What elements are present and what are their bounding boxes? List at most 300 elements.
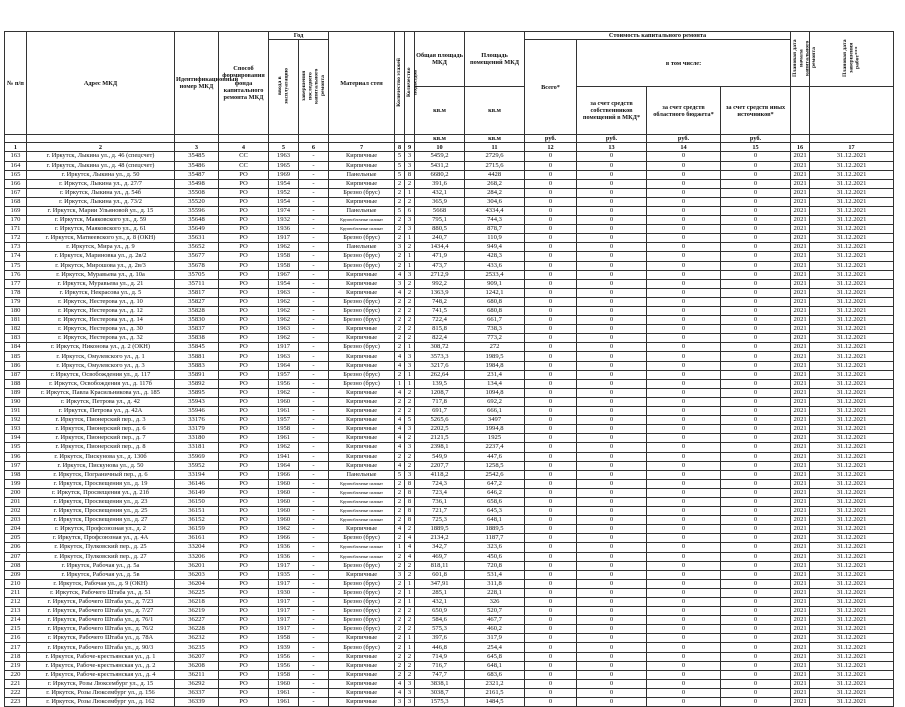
cell-address: г. Иркутск, Нестерова ул., д. 10 — [27, 297, 175, 306]
cell-entrances: 2 — [405, 388, 415, 397]
cell-floors: 5 — [395, 161, 405, 170]
cell-cost-region: 0 — [647, 425, 721, 434]
cell-row-number: 213 — [5, 607, 27, 616]
cell-area-total: 716,7 — [415, 661, 465, 670]
cell-year-last-repair: - — [299, 334, 329, 343]
cell-cost-total: 0 — [525, 479, 577, 488]
cell-plan-start: 2021 — [791, 161, 810, 170]
cell-year-commissioned: 1962 — [269, 388, 299, 397]
cell-year-commissioned: 1917 — [269, 598, 299, 607]
cell-entrances: 3 — [405, 470, 415, 479]
cell-area-premises: 4428 — [465, 170, 525, 179]
cell-fund-method: РО — [219, 698, 269, 707]
cell-address: г. Иркутск, Рабочего Штаба ул., д. 78А — [27, 634, 175, 643]
cell-row-number: 172 — [5, 234, 27, 243]
cell-plan-start: 2021 — [791, 561, 810, 570]
cell-floors: 2 — [395, 516, 405, 525]
cell-row-number: 221 — [5, 679, 27, 688]
table-row — [5, 234, 894, 243]
cell-row-number: 175 — [5, 261, 27, 270]
cell-area-premises: 1187,7 — [465, 534, 525, 543]
cell-cost-total: 0 — [525, 234, 577, 243]
header-unit-m2-total: кв.м — [415, 87, 465, 135]
cell-year-last-repair: - — [299, 561, 329, 570]
cell-entrances: 4 — [405, 552, 415, 561]
cell-mkd-id: 36219 — [175, 607, 219, 616]
cell-area-premises: 1925 — [465, 434, 525, 443]
cell-area-total: 815,8 — [415, 325, 465, 334]
cell-cost-owners: 0 — [577, 497, 647, 506]
cell-plan-start: 2021 — [791, 488, 810, 497]
cell-plan-end: 31.12.2021 — [810, 488, 894, 497]
cell-cost-owners: 0 — [577, 279, 647, 288]
cell-year-last-repair: - — [299, 652, 329, 661]
cell-wall-material: Кирпичные — [329, 698, 395, 707]
cell-cost-total: 0 — [525, 388, 577, 397]
cell-cost-total: 0 — [525, 307, 577, 316]
cell-cost-owners: 0 — [577, 579, 647, 588]
table-row — [5, 661, 894, 670]
table-row — [5, 634, 894, 643]
cell-entrances: 1 — [405, 188, 415, 197]
cell-year-commissioned: 1952 — [269, 188, 299, 197]
cell-year-commissioned: 1917 — [269, 234, 299, 243]
cell-year-last-repair: - — [299, 325, 329, 334]
cell-floors: 2 — [395, 497, 405, 506]
cell-entrances: 2 — [405, 397, 415, 406]
cell-plan-start: 2021 — [791, 625, 810, 634]
cell-cost-total: 0 — [525, 652, 577, 661]
cell-plan-start: 2021 — [791, 197, 810, 206]
cell-address: г. Иркутск, Просвещения ул., д. 19 — [27, 479, 175, 488]
cell-entrances: 2 — [405, 297, 415, 306]
cell-address: г. Иркутск, Пионерский пер., д. 8 — [27, 443, 175, 452]
cell-cost-other: 0 — [721, 361, 791, 370]
cell-year-commissioned: 1960 — [269, 397, 299, 406]
cell-floors: 4 — [395, 416, 405, 425]
cell-fund-method: РО — [219, 407, 269, 416]
table-row — [5, 470, 894, 479]
cell-entrances: 2 — [405, 243, 415, 252]
cell-cost-other: 0 — [721, 516, 791, 525]
cell-address: г. Иркутск, Мариновка ул., д. 2в/2 — [27, 252, 175, 261]
cell-year-commissioned: 1963 — [269, 288, 299, 297]
cell-cost-region: 0 — [647, 607, 721, 616]
cell-area-total: 822,4 — [415, 334, 465, 343]
cell-year-last-repair: - — [299, 434, 329, 443]
cell-row-number: 189 — [5, 388, 27, 397]
cell-area-total: 446,8 — [415, 643, 465, 652]
cell-cost-other: 0 — [721, 279, 791, 288]
cell-cost-owners: 0 — [577, 170, 647, 179]
cell-plan-start: 2021 — [791, 425, 810, 434]
cell-year-commissioned: 1932 — [269, 216, 299, 225]
cell-entrances: 2 — [405, 525, 415, 534]
cell-cost-owners: 0 — [577, 625, 647, 634]
cell-area-premises: 433,6 — [465, 261, 525, 270]
cell-entrances: 8 — [405, 170, 415, 179]
cell-plan-start: 2021 — [791, 434, 810, 443]
cell-wall-material: Крупноблочные силикат — [329, 552, 395, 561]
cell-entrances: 2 — [405, 325, 415, 334]
cell-cost-owners: 0 — [577, 197, 647, 206]
cell-address: г. Иркутск, Некрасова ул., д. 5 — [27, 288, 175, 297]
cell-wall-material: Крупноблочные силикат — [329, 543, 395, 552]
cell-area-total: 397,6 — [415, 634, 465, 643]
cell-cost-owners: 0 — [577, 152, 647, 161]
cell-mkd-id: 35649 — [175, 225, 219, 234]
cell-cost-region: 0 — [647, 179, 721, 188]
cell-plan-end: 31.12.2021 — [810, 279, 894, 288]
cell-wall-material: Кирпичные — [329, 279, 395, 288]
cell-cost-region: 0 — [647, 270, 721, 279]
cell-floors: 4 — [395, 688, 405, 697]
cell-year-commissioned: 1956 — [269, 652, 299, 661]
cell-area-total: 1575,3 — [415, 698, 465, 707]
cell-plan-end: 31.12.2021 — [810, 534, 894, 543]
cell-cost-total: 0 — [525, 461, 577, 470]
cell-wall-material: Кирпичные — [329, 161, 395, 170]
cell-entrances: 1 — [405, 588, 415, 597]
cell-cost-region: 0 — [647, 334, 721, 343]
cell-cost-owners: 0 — [577, 543, 647, 552]
cell-cost-other: 0 — [721, 225, 791, 234]
cell-floors: 2 — [395, 407, 405, 416]
cell-floors: 2 — [395, 579, 405, 588]
cell-cost-other: 0 — [721, 334, 791, 343]
cell-area-premises: 304,6 — [465, 197, 525, 206]
cell-wall-material: Брезно (брус) — [329, 343, 395, 352]
cell-area-total: 741,5 — [415, 307, 465, 316]
cell-cost-owners: 0 — [577, 343, 647, 352]
cell-mkd-id: 33181 — [175, 443, 219, 452]
cell-cost-other: 0 — [721, 307, 791, 316]
cell-fund-method: СС — [219, 161, 269, 170]
cell-area-premises: 323,6 — [465, 543, 525, 552]
cell-entrances: 2 — [405, 452, 415, 461]
cell-entrances: 8 — [405, 507, 415, 516]
cell-plan-start: 2021 — [791, 570, 810, 579]
cell-area-total: 714,9 — [415, 652, 465, 661]
cell-row-number: 195 — [5, 443, 27, 452]
cell-cost-owners: 0 — [577, 288, 647, 297]
column-number: 1 — [5, 143, 27, 152]
cell-floors: 5 — [395, 152, 405, 161]
cell-cost-other: 0 — [721, 570, 791, 579]
cell-address: г. Иркутск, Профсоюзная ул., д. 4А — [27, 534, 175, 543]
cell-floors: 2 — [395, 643, 405, 652]
cell-floors: 2 — [395, 343, 405, 352]
cell-cost-owners: 0 — [577, 216, 647, 225]
cell-mkd-id: 36339 — [175, 698, 219, 707]
cell-plan-start: 2021 — [791, 270, 810, 279]
cell-cost-region: 0 — [647, 343, 721, 352]
cell-year-last-repair: - — [299, 370, 329, 379]
cell-cost-region: 0 — [647, 279, 721, 288]
cell-plan-start: 2021 — [791, 416, 810, 425]
cell-row-number: 191 — [5, 407, 27, 416]
cell-year-last-repair: - — [299, 307, 329, 316]
cell-cost-owners: 0 — [577, 534, 647, 543]
cell-area-total: 471,9 — [415, 252, 465, 261]
cell-wall-material: Крупноблочные силикат — [329, 216, 395, 225]
cell-fund-method: РО — [219, 561, 269, 570]
cell-cost-total: 0 — [525, 288, 577, 297]
header-address: Адрес МКД — [27, 32, 175, 135]
cell-cost-other: 0 — [721, 288, 791, 297]
cell-cost-total: 0 — [525, 607, 577, 616]
cell-address: г. Иркутск, Омулевского ул., д. 1 — [27, 352, 175, 361]
cell-fund-method: РО — [219, 588, 269, 597]
unit-rub-14: руб. — [647, 135, 721, 143]
cell-cost-total: 0 — [525, 225, 577, 234]
table-row — [5, 297, 894, 306]
cell-address: г. Иркутск, Розы Люксембург ул., д. 156 — [27, 688, 175, 697]
cell-row-number: 182 — [5, 325, 27, 334]
cell-area-total: 3038,7 — [415, 688, 465, 697]
cell-address: г. Иркутск, Рабоче-крестьянская ул., д. 2 — [27, 661, 175, 670]
header-method: Способ формирования фонда капитального ремонта МКД — [219, 32, 269, 135]
cell-row-number: 207 — [5, 552, 27, 561]
cell-area-total: 818,11 — [415, 561, 465, 570]
cell-wall-material: Брезно (брус) — [329, 588, 395, 597]
cell-year-last-repair: - — [299, 397, 329, 406]
cell-plan-end: 31.12.2021 — [810, 425, 894, 434]
cell-year-commissioned: 1941 — [269, 452, 299, 461]
cell-plan-start: 2021 — [791, 461, 810, 470]
cell-area-premises: 692,2 — [465, 397, 525, 406]
cell-year-commissioned: 1962 — [269, 316, 299, 325]
cell-mkd-id: 35892 — [175, 379, 219, 388]
cell-area-total: 650,9 — [415, 607, 465, 616]
cell-mkd-id: 35596 — [175, 206, 219, 215]
cell-area-total: 285,1 — [415, 588, 465, 597]
cell-area-total: 1363,9 — [415, 288, 465, 297]
cell-plan-start: 2021 — [791, 516, 810, 525]
cell-cost-region: 0 — [647, 479, 721, 488]
cell-cost-region: 0 — [647, 470, 721, 479]
cell-floors: 2 — [395, 479, 405, 488]
cell-plan-start: 2021 — [791, 188, 810, 197]
cell-cost-total: 0 — [525, 216, 577, 225]
cell-cost-total: 0 — [525, 470, 577, 479]
cell-fund-method: РО — [219, 425, 269, 434]
cell-fund-method: РО — [219, 479, 269, 488]
cell-floors: 4 — [395, 288, 405, 297]
cell-entrances: 2 — [405, 288, 415, 297]
cell-plan-end: 31.12.2021 — [810, 197, 894, 206]
table-row — [5, 570, 894, 579]
cell-year-commissioned: 1963 — [269, 152, 299, 161]
cell-cost-other: 0 — [721, 297, 791, 306]
cell-area-premises: 1984,8 — [465, 361, 525, 370]
cell-fund-method: РО — [219, 225, 269, 234]
cell-area-total: 347,91 — [415, 579, 465, 588]
cell-plan-end: 31.12.2021 — [810, 388, 894, 397]
cell-cost-region: 0 — [647, 634, 721, 643]
cell-wall-material: Панельные — [329, 206, 395, 215]
table-row — [5, 161, 894, 170]
cell-row-number: 165 — [5, 170, 27, 179]
cell-plan-end: 31.12.2021 — [810, 307, 894, 316]
header-unit-m2-premises: кв.м — [465, 87, 525, 135]
cell-plan-start: 2021 — [791, 225, 810, 234]
cell-cost-other: 0 — [721, 461, 791, 470]
cell-cost-owners: 0 — [577, 461, 647, 470]
cell-plan-end: 31.12.2021 — [810, 170, 894, 179]
cell-cost-owners: 0 — [577, 652, 647, 661]
cell-wall-material: Кирпичные — [329, 525, 395, 534]
table-row — [5, 425, 894, 434]
cell-wall-material: Кирпичные — [329, 334, 395, 343]
cell-year-commissioned: 1954 — [269, 179, 299, 188]
table-row — [5, 452, 894, 461]
table-row — [5, 497, 894, 506]
cell-cost-other: 0 — [721, 197, 791, 206]
cell-cost-total: 0 — [525, 525, 577, 534]
cell-year-last-repair: - — [299, 488, 329, 497]
cell-area-premises: 1258,5 — [465, 461, 525, 470]
cell-year-last-repair: - — [299, 279, 329, 288]
cell-mkd-id: 35837 — [175, 325, 219, 334]
cell-entrances: 2 — [405, 461, 415, 470]
cell-plan-start: 2021 — [791, 688, 810, 697]
cell-cost-region: 0 — [647, 507, 721, 516]
cell-cost-other: 0 — [721, 588, 791, 597]
cell-row-number: 196 — [5, 452, 27, 461]
cell-mkd-id: 36232 — [175, 634, 219, 643]
table-row — [5, 361, 894, 370]
cell-cost-region: 0 — [647, 561, 721, 570]
cell-row-number: 180 — [5, 307, 27, 316]
cell-entrances: 8 — [405, 497, 415, 506]
cell-cost-region: 0 — [647, 370, 721, 379]
header-floors — [395, 32, 405, 135]
cell-area-total: 575,3 — [415, 625, 465, 634]
cell-plan-end: 31.12.2021 — [810, 679, 894, 688]
cell-year-last-repair: - — [299, 625, 329, 634]
cell-year-last-repair: - — [299, 679, 329, 688]
cell-plan-end: 31.12.2021 — [810, 252, 894, 261]
cell-year-commissioned: 1917 — [269, 607, 299, 616]
cell-year-last-repair: - — [299, 425, 329, 434]
cell-row-number: 173 — [5, 243, 27, 252]
cell-entrances: 3 — [405, 352, 415, 361]
cell-year-commissioned: 1917 — [269, 625, 299, 634]
cell-cost-other: 0 — [721, 616, 791, 625]
cell-year-last-repair: - — [299, 507, 329, 516]
cell-cost-total: 0 — [525, 316, 577, 325]
cell-area-premises: 2161,5 — [465, 688, 525, 697]
cell-plan-end: 31.12.2021 — [810, 570, 894, 579]
cell-cost-region: 0 — [647, 525, 721, 534]
cell-cost-owners: 0 — [577, 316, 647, 325]
cell-mkd-id: 36228 — [175, 625, 219, 634]
cell-plan-end: 31.12.2021 — [810, 525, 894, 534]
cell-floors: 2 — [395, 325, 405, 334]
cell-year-last-repair: - — [299, 588, 329, 597]
column-number: 7 — [329, 143, 395, 152]
header-entrances — [405, 32, 419, 135]
cell-area-total: 691,7 — [415, 407, 465, 416]
cell-row-number: 171 — [5, 225, 27, 234]
cell-cost-owners: 0 — [577, 407, 647, 416]
cell-floors: 2 — [395, 598, 405, 607]
cell-floors: 2 — [395, 616, 405, 625]
cell-plan-end: 31.12.2021 — [810, 634, 894, 643]
cell-floors: 2 — [395, 607, 405, 616]
cell-year-commissioned: 1958 — [269, 634, 299, 643]
cell-cost-other: 0 — [721, 416, 791, 425]
cell-area-premises: 326 — [465, 598, 525, 607]
header-total: Всего* — [525, 40, 577, 135]
cell-year-commissioned: 1960 — [269, 488, 299, 497]
table-row — [5, 561, 894, 570]
cell-row-number: 177 — [5, 279, 27, 288]
cell-fund-method: РО — [219, 379, 269, 388]
cell-cost-owners: 0 — [577, 225, 647, 234]
cell-entrances: 1 — [405, 252, 415, 261]
cell-year-last-repair: - — [299, 416, 329, 425]
cell-row-number: 222 — [5, 688, 27, 697]
cell-fund-method: РО — [219, 361, 269, 370]
cell-cost-total: 0 — [525, 279, 577, 288]
cell-area-premises: 1889,5 — [465, 525, 525, 534]
cell-cost-region: 0 — [647, 443, 721, 452]
cell-floors: 2 — [395, 252, 405, 261]
unit-blank-7 — [329, 135, 395, 143]
cell-year-last-repair: - — [299, 579, 329, 588]
cell-cost-owners: 0 — [577, 698, 647, 707]
cell-floors: 2 — [395, 625, 405, 634]
cell-address: г. Иркутск, Нестерова ул., д. 14 — [27, 316, 175, 325]
cell-row-number: 199 — [5, 479, 27, 488]
cell-cost-region: 0 — [647, 243, 721, 252]
cell-fund-method: РО — [219, 488, 269, 497]
cell-row-number: 192 — [5, 416, 27, 425]
cell-cost-other: 0 — [721, 634, 791, 643]
cell-floors: 4 — [395, 425, 405, 434]
cell-plan-end: 31.12.2021 — [810, 243, 894, 252]
cell-address: г. Иркутск, Матвеевского ул., д. 8 (ОКН) — [27, 234, 175, 243]
cell-cost-other: 0 — [721, 443, 791, 452]
cell-year-commissioned: 1917 — [269, 343, 299, 352]
table-row — [5, 416, 894, 425]
cell-cost-owners: 0 — [577, 297, 647, 306]
cell-address: г. Иркутск, Просвещения ул., д. 21б — [27, 488, 175, 497]
table-row — [5, 652, 894, 661]
cell-fund-method: РО — [219, 206, 269, 215]
cell-entrances: 2 — [405, 316, 415, 325]
cell-cost-total: 0 — [525, 434, 577, 443]
cell-wall-material: Кирпичные — [329, 361, 395, 370]
cell-area-premises: 738,3 — [465, 325, 525, 334]
column-number: 3 — [175, 143, 219, 152]
header-plan-start — [791, 32, 817, 87]
cell-cost-total: 0 — [525, 206, 577, 215]
cell-wall-material: Брезно (брус) — [329, 607, 395, 616]
cell-address: г. Иркутск, Маяковского ул., д. 61 — [27, 225, 175, 234]
cell-row-number: 209 — [5, 570, 27, 579]
cell-cost-total: 0 — [525, 243, 577, 252]
cell-floors: 2 — [395, 297, 405, 306]
cell-plan-end: 31.12.2021 — [810, 543, 894, 552]
cell-cost-total: 0 — [525, 416, 577, 425]
cell-fund-method: РО — [219, 261, 269, 270]
cell-floors: 2 — [395, 397, 405, 406]
cell-mkd-id: 36203 — [175, 570, 219, 579]
cell-floors: 2 — [395, 452, 405, 461]
